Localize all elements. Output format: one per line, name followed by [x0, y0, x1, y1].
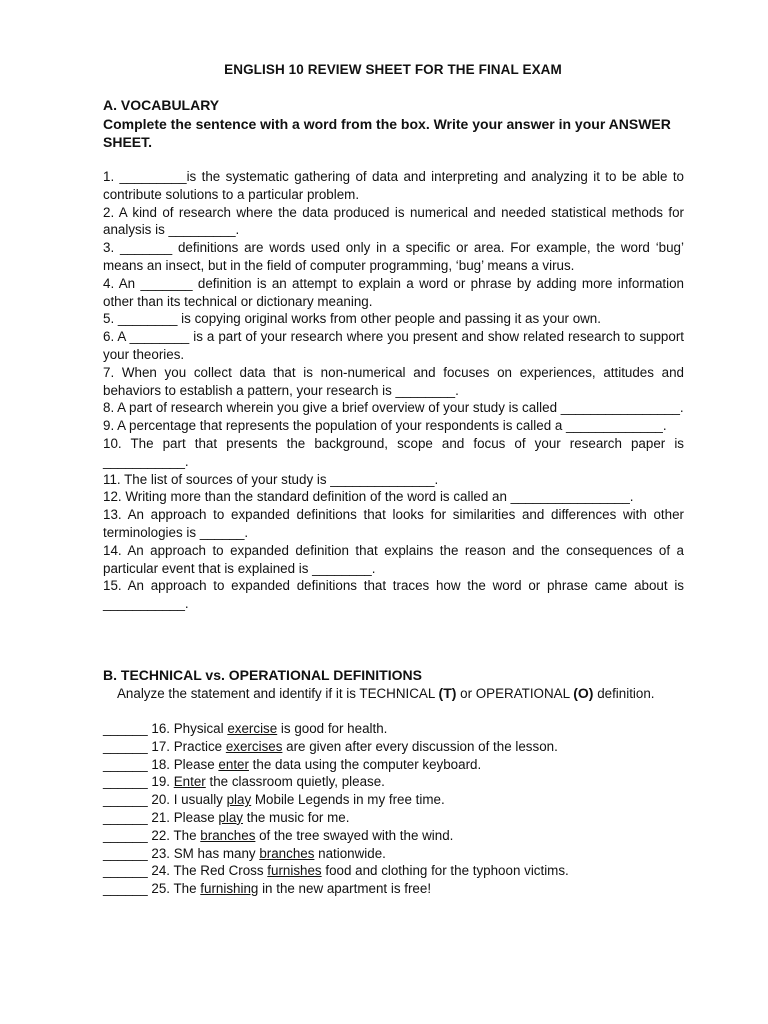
item-text: food and clothing for the typhoon victims.	[321, 863, 569, 879]
instruction-text: Analyze the statement and identify if it is TECHNICAL	[117, 686, 439, 701]
key-word: furnishing	[200, 881, 259, 897]
definition-item	[103, 756, 569, 774]
answer-blank: ______	[103, 738, 148, 754]
section-a-instruction: Complete the sentence with a word from the box. Write your answer in your ANSWER SHEET.	[103, 116, 671, 150]
item-text: 18. Please	[147, 756, 219, 772]
item-text: 22. The	[147, 827, 201, 843]
answer-blank: ______	[103, 792, 148, 808]
section-b-heading: B. TECHNICAL vs. OPERATIONAL DEFINITIONS	[103, 667, 422, 683]
page-title: ENGLISH 10 REVIEW SHEET FOR THE FINAL EXAM	[224, 62, 562, 77]
answer-blank: ______	[103, 863, 148, 879]
item-text: are given after every discussion of the lesson.	[282, 738, 558, 754]
item-text: 17. Practice	[147, 738, 226, 754]
answer-blank: ______	[103, 881, 148, 897]
definition-item	[103, 809, 569, 827]
item-text: 25. The	[147, 881, 201, 897]
answer-blank: ______	[103, 721, 148, 736]
item-text: 16. Physical	[147, 721, 228, 736]
answer-blank: ______	[103, 845, 148, 861]
answer-blank: ______	[103, 827, 148, 843]
definition-item	[103, 880, 569, 898]
definition-item	[103, 720, 569, 738]
key-word: play	[226, 792, 252, 808]
section-a-heading: A. VOCABULARY	[103, 97, 220, 113]
key-word: branches	[259, 845, 315, 861]
key-word: furnishes	[267, 863, 322, 879]
item-text: in the new apartment is free!	[258, 881, 432, 897]
instruction-text: or OPERATIONAL	[456, 686, 574, 701]
item-text: 23. SM has many	[147, 845, 260, 861]
key-word: exercise	[227, 721, 278, 736]
definition-item	[103, 827, 569, 845]
definition-item	[103, 845, 569, 863]
vocab-item: 12. Writing more than the standard definition of the word is called an ________________.	[103, 489, 634, 505]
answer-blank: ______	[103, 756, 148, 772]
item-text: nationwide.	[314, 845, 386, 861]
answer-blank: ______	[103, 809, 148, 825]
vocab-item: 15. An approach to expanded definitions that traces how the word or phrase came about is ___________.	[103, 578, 684, 612]
vocab-item: 11. The list of sources of your study is ______________.	[103, 471, 439, 487]
definition-item	[103, 791, 569, 809]
vocab-item: 5. ________ is copying original works from other people and passing it as your own.	[103, 311, 601, 327]
definition-items-list	[103, 720, 569, 898]
item-text: the music for me.	[243, 809, 350, 825]
item-text: the classroom quietly, please.	[205, 774, 385, 790]
item-text: 24. The Red Cross	[147, 863, 268, 879]
item-text: 19.	[147, 774, 174, 790]
vocab-item: 2. A kind of research where the data produced is numerical and needed statistical methods for analysis is _________.	[103, 204, 684, 238]
vocab-item: 8. A part of research wherein you give a brief overview of your study is called ________________.	[103, 400, 684, 416]
item-text: is good for health.	[277, 721, 388, 736]
item-text: 21. Please	[147, 809, 219, 825]
key-word: Enter	[173, 774, 206, 790]
key-word: exercises	[225, 738, 283, 754]
key-word: enter	[218, 756, 249, 772]
definition-item	[103, 773, 569, 791]
vocab-item: 9. A percentage that represents the population of your respondents is called a _____________.	[103, 418, 667, 434]
item-text: Mobile Legends in my free time.	[251, 792, 445, 808]
item-text: the data using the computer keyboard.	[248, 756, 482, 772]
vocab-item: 3. _______ definitions are words used only in a specific or area. For example, the word ‘bug’ means an insect, but in the field of computer programming, ‘bug’ means a virus.	[103, 240, 684, 273]
operational-code: (O)	[573, 685, 594, 701]
vocab-item: 1. _________is the systematic gathering of data and interpreting and analyzing it to be able to contribute solutions to a particular problem.	[103, 169, 684, 202]
vocab-item: 4. An _______ definition is an attempt to explain a word or phrase by adding more information other than its technical or dictionary meaning.	[103, 275, 684, 309]
definition-item	[103, 738, 569, 756]
vocab-item: 14. An approach to expanded definition that explains the reason and the consequences of a particular event that is explained is ________.	[103, 542, 684, 576]
item-text: of the tree swayed with the wind.	[255, 827, 454, 843]
definition-item	[103, 862, 569, 880]
technical-code: (T)	[438, 685, 457, 701]
vocab-item: 6. A ________ is a part of your research where you present and show related research to support your theories.	[103, 329, 684, 362]
instruction-text: definition.	[593, 686, 655, 701]
key-word: play	[218, 809, 243, 825]
vocab-item: 10. The part that presents the background, scope and focus of your research paper is ___________.	[103, 435, 684, 469]
answer-blank: ______	[103, 774, 148, 790]
vocab-item: 13. An approach to expanded definitions that looks for similarities and differences with other terminologies is ______.	[103, 507, 684, 540]
vocabulary-list	[103, 168, 684, 613]
section-b-instruction	[117, 685, 655, 701]
vocab-item: 7. When you collect data that is non-numerical and focuses on experiences, attitudes and behaviors to establish a pattern, your research is ________.	[103, 364, 684, 398]
key-word: branches	[200, 827, 256, 843]
item-text: 20. I usually	[147, 792, 227, 808]
